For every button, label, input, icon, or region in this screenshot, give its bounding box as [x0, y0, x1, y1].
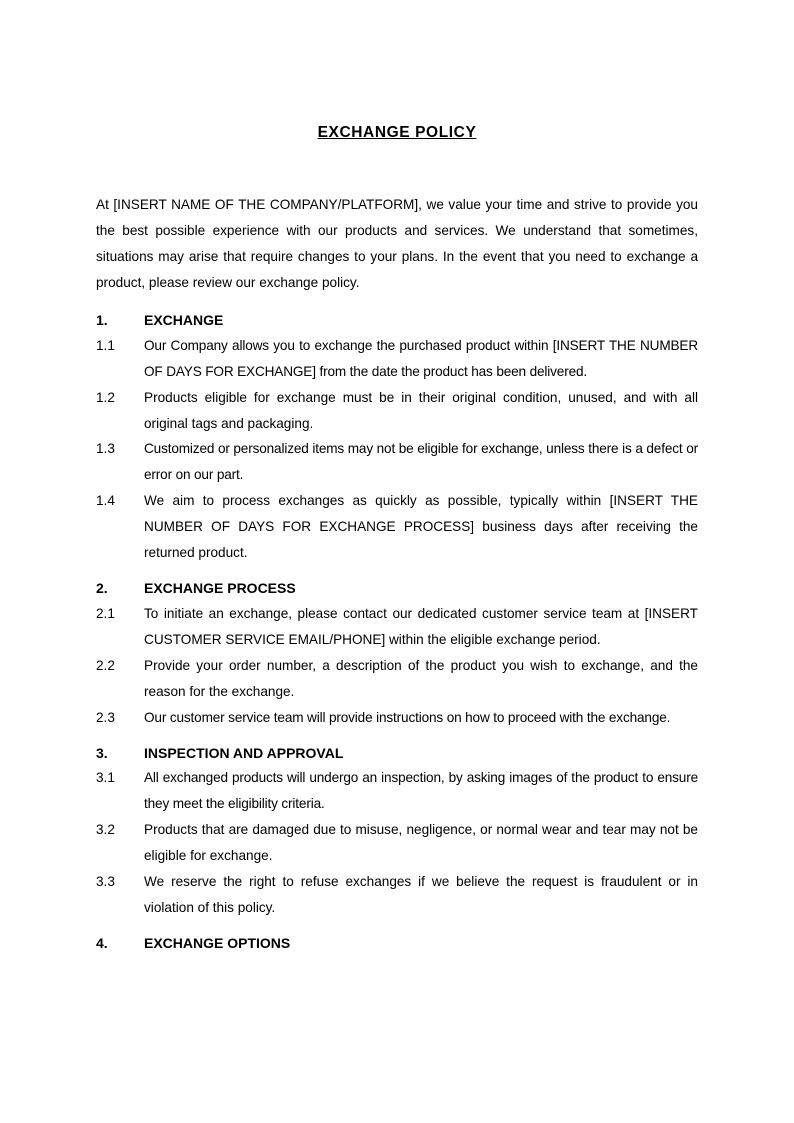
clause-text: Products that are damaged due to misuse, negligence, or normal wear and tear may not be eligible for exchange.	[144, 822, 698, 864]
clause-number: 2.2	[96, 657, 115, 673]
clause-number: 2.1	[96, 605, 115, 621]
section-title: EXCHANGE OPTIONS	[144, 935, 291, 952]
section-heading-4	[96, 933, 698, 955]
clause-text: Provide your order number, a description of the product you wish to exchange, and the reason for the exchange.	[144, 657, 698, 699]
clause	[96, 653, 698, 705]
section-title: INSPECTION AND APPROVAL	[144, 744, 344, 761]
clause-number: 1.1	[96, 337, 115, 353]
clause	[96, 601, 698, 653]
section-heading-3	[96, 743, 698, 765]
clause-text: We reserve the right to refuse exchanges if we believe the request is fraudulent or in violation of this policy.	[144, 874, 698, 916]
clause-text: Our customer service team will provide instructions on how to proceed with the exchange.	[144, 709, 671, 725]
section-number: 1.	[96, 311, 108, 328]
clause-number: 2.3	[96, 709, 115, 725]
clause-number: 1.3	[96, 441, 115, 457]
clause	[96, 817, 698, 869]
clause-text: Products eligible for exchange must be in their original condition, unused, and with all original tags and packaging.	[144, 389, 698, 431]
clause-text: To initiate an exchange, please contact our dedicated customer service team at [INSERT CUSTOMER SERVICE EMAIL/PHONE] within the eligible exchange period.	[144, 605, 698, 647]
section-title: EXCHANGE	[144, 311, 224, 328]
section-title: EXCHANGE PROCESS	[144, 580, 296, 597]
section-number: 2.	[96, 580, 108, 597]
clause-text: All exchanged products will undergo an inspection, by asking images of the product to ensure they meet the eligibility criteria.	[144, 770, 698, 812]
page-title: EXCHANGE POLICY	[317, 124, 477, 141]
clause	[96, 488, 698, 566]
clause	[96, 869, 698, 921]
section-heading-2	[96, 578, 698, 600]
clause	[96, 436, 698, 488]
section-number: 4.	[96, 935, 108, 952]
clause-number: 3.1	[96, 770, 115, 786]
clause-text: We aim to process exchanges as quickly as possible, typically within [INSERT THE NUMBER OF DAYS FOR EXCHANGE PROCESS] business days after receiving the returned product.	[144, 493, 698, 561]
clause	[96, 765, 698, 817]
intro-paragraph: At [INSERT NAME OF THE COMPANY/PLATFORM], we value your time and strive to provide you the best possible experience with our products and services. We understand that sometimes, situations may arise that require changes to your plans. In the event that you need to exchange a product, please review our exchange policy.	[96, 197, 698, 291]
section-heading-1	[96, 310, 698, 332]
clause	[96, 705, 698, 731]
clause-text: Customized or personalized items may not be eligible for exchange, unless there is a defect or error on our part.	[144, 441, 698, 483]
clause	[96, 333, 698, 385]
clause-number: 3.3	[96, 874, 115, 890]
clause-number: 3.2	[96, 822, 115, 838]
clause-number: 1.2	[96, 389, 115, 405]
clause	[96, 385, 698, 437]
clause-text: Our Company allows you to exchange the purchased product within [INSERT THE NUMBER OF DAYS FOR EXCHANGE] from the date the product has been delivered.	[144, 337, 698, 379]
section-number: 3.	[96, 744, 108, 761]
clause-number: 1.4	[96, 493, 115, 509]
